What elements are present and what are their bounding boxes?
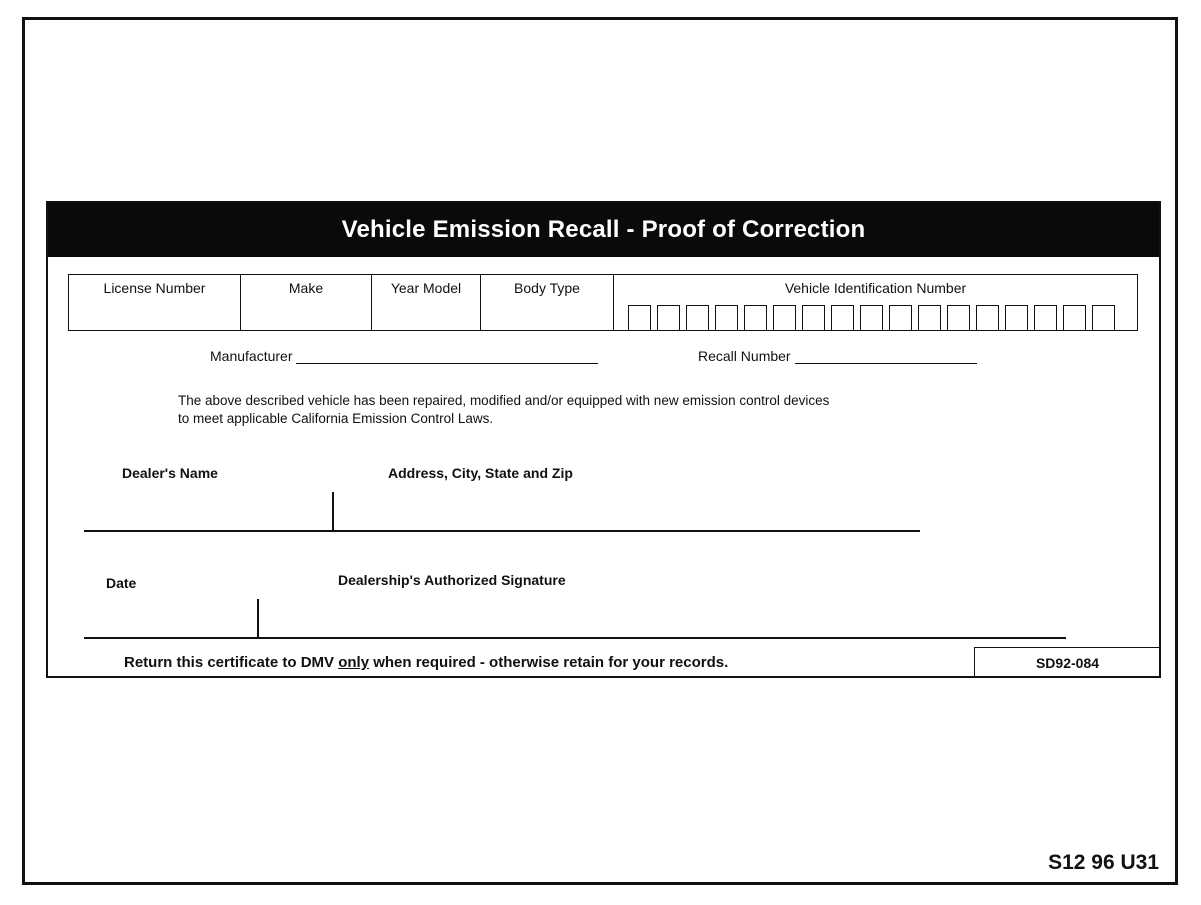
statement-line-2: to meet applicable California Emission Control Laws. (178, 411, 494, 426)
address-label: Address, City, State and Zip (388, 465, 573, 481)
vin-character-box (1092, 305, 1115, 331)
vin-boxes (628, 305, 1121, 331)
license-number-header: License Number (69, 275, 241, 330)
body-type-header: Body Type (481, 275, 614, 330)
form-code: SD92-084 (1035, 654, 1100, 671)
vin-character-box (918, 305, 941, 331)
vin-character-box (1005, 305, 1028, 331)
dealer-name-label: Dealer's Name (122, 465, 218, 481)
recall-number-row (698, 348, 977, 364)
vin-cell (614, 275, 1137, 330)
year-model-header: Year Model (372, 275, 481, 330)
recall-number-line (795, 349, 977, 364)
footer-instruction (124, 654, 728, 671)
vin-character-box (860, 305, 883, 331)
vin-character-box (1063, 305, 1086, 331)
figure-reference: S12 96 U31 (1048, 851, 1159, 874)
vin-character-box (773, 305, 796, 331)
recall-number-label: Recall Number (698, 348, 791, 364)
form-title: Vehicle Emission Recall - Proof of Correction (48, 203, 1159, 257)
vin-character-box (715, 305, 738, 331)
vin-character-box (628, 305, 651, 331)
manufacturer-label: Manufacturer (210, 348, 293, 364)
vin-character-box (976, 305, 999, 331)
vehicle-info-grid (68, 274, 1138, 331)
vin-character-box (831, 305, 854, 331)
vin-character-box (1034, 305, 1057, 331)
footer-text-after: when required - otherwise retain for your records. (369, 654, 729, 671)
vin-character-box (686, 305, 709, 331)
vin-header: Vehicle Identification Number (784, 280, 967, 296)
form-code-box (974, 647, 1161, 678)
vin-character-box (744, 305, 767, 331)
vin-character-box (802, 305, 825, 331)
statement-text (178, 392, 1038, 428)
date-label: Date (106, 575, 137, 591)
date-divider (257, 599, 259, 639)
footer-text-before: Return this certificate to DMV (124, 654, 339, 671)
dealer-line (84, 530, 920, 532)
footer-text-emphasis: only (338, 654, 370, 671)
manufacturer-row (210, 348, 598, 364)
manufacturer-line (296, 349, 598, 364)
vin-character-box (657, 305, 680, 331)
vin-character-box (889, 305, 912, 331)
signature-line (84, 637, 1066, 639)
make-header: Make (241, 275, 372, 330)
signature-label: Dealership's Authorized Signature (338, 572, 566, 588)
vin-character-box (947, 305, 970, 331)
statement-line-1: The above described vehicle has been repaired, modified and/or equipped with new emission control devices (178, 393, 830, 408)
dealer-divider (332, 492, 334, 531)
recall-form (46, 201, 1161, 678)
